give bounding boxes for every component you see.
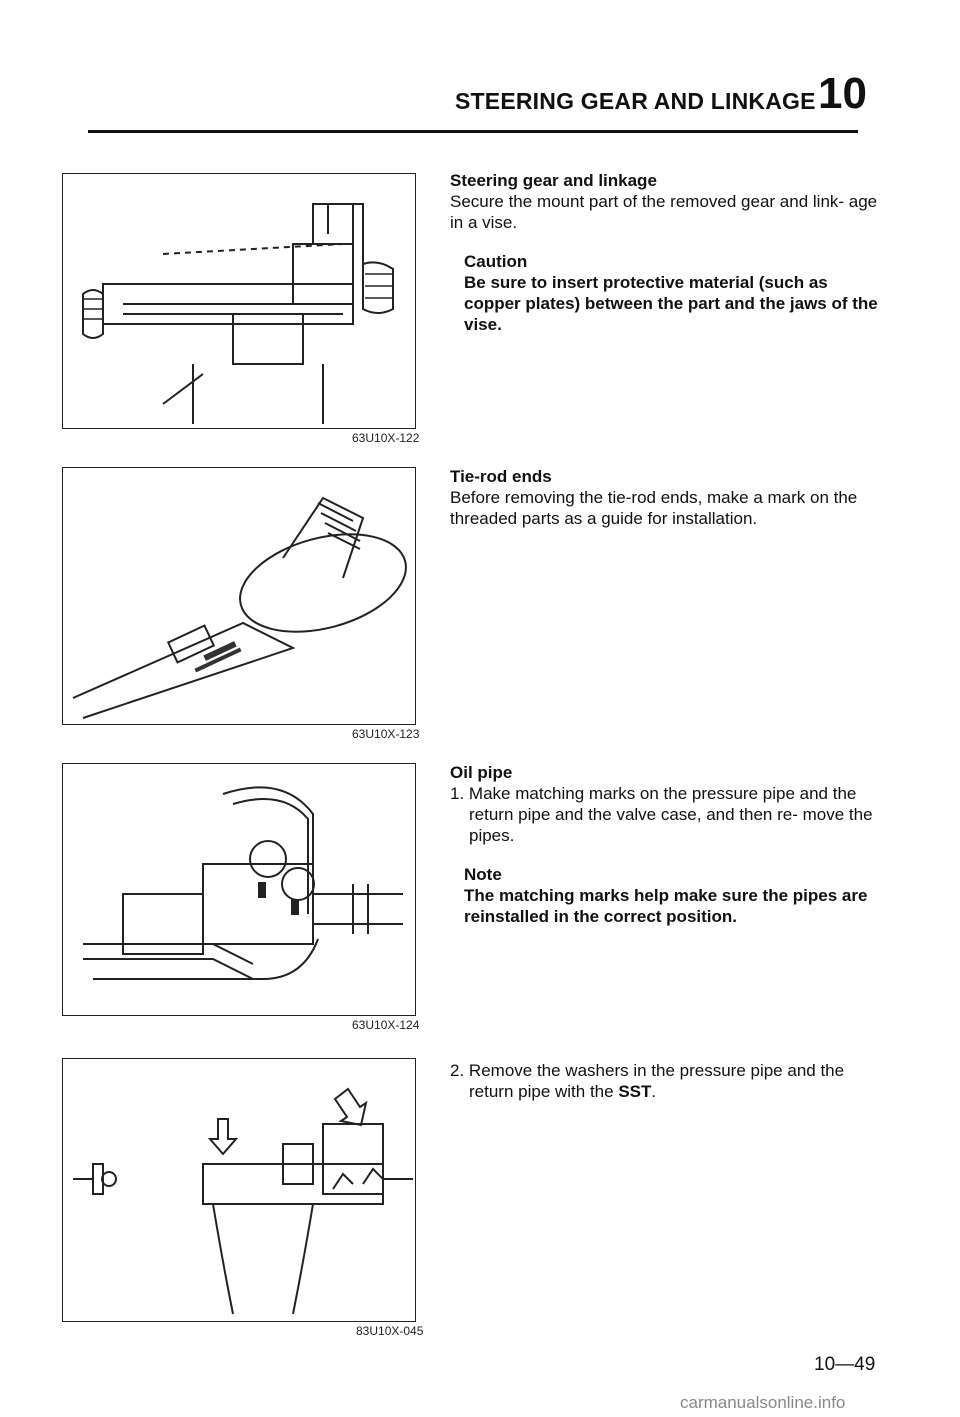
footer-watermark: carmanualsonline.info <box>680 1393 846 1412</box>
caution-title: Caution <box>464 252 528 271</box>
step-text: Remove the washers in the pressure pipe and the return pipe with the <box>468 1061 845 1101</box>
section-washer-removal <box>450 1060 880 1102</box>
caution-box <box>464 251 880 335</box>
note-title: Note <box>464 865 502 884</box>
section-heading: Tie-rod ends <box>450 467 552 486</box>
step-end: . <box>651 1082 657 1101</box>
figure-tie-rod-end <box>62 467 416 725</box>
figure-oil-pipe <box>62 763 416 1016</box>
note-text: The matching marks help make sure the pipes are reinstalled in the correct position. <box>464 886 868 926</box>
section-tie-rod-ends <box>450 466 880 529</box>
tie-rod-end-icon <box>63 468 415 724</box>
header-title: STEERING GEAR AND LINKAGE <box>455 88 816 114</box>
figure-steering-gear-vise <box>62 173 416 429</box>
page-number: 10—49 <box>814 1354 876 1375</box>
sst-label: SST <box>618 1082 652 1101</box>
washer-removal-sst-icon <box>63 1059 415 1321</box>
section-body: Before removing the tie-rod ends, make a mark on the threaded parts as a guide for installation. <box>450 488 858 528</box>
figure-caption: 83U10X-045 <box>356 1324 424 1338</box>
step-2 <box>450 1060 880 1102</box>
figure-caption: 63U10X-122 <box>352 431 420 445</box>
oil-pipe-valve-case-icon <box>63 764 415 1015</box>
header-rule <box>88 130 858 133</box>
note-box <box>464 864 880 927</box>
section-heading: Oil pipe <box>450 763 513 782</box>
section-body: Secure the mount part of the removed gear and link- age in a vise. <box>450 192 878 232</box>
chapter-number: 10 <box>818 69 867 118</box>
step-number: 2. <box>450 1061 465 1080</box>
step-text: Make matching marks on the pressure pipe and the return pipe and the valve case, and then re- move the pipes. <box>468 784 873 845</box>
figure-caption: 63U10X-124 <box>352 1018 420 1032</box>
figure-washer-removal <box>62 1058 416 1322</box>
section-heading: Steering gear and linkage <box>450 171 657 190</box>
caution-text: Be sure to insert protective material (such as copper plates) between the part and the jaws of the vise. <box>464 273 878 334</box>
section-oil-pipe <box>450 762 880 927</box>
page-header <box>0 0 960 140</box>
steering-gear-in-vise-icon <box>63 174 415 428</box>
figure-caption: 63U10X-123 <box>352 727 420 741</box>
section-steering-gear <box>450 170 880 335</box>
step-1 <box>450 783 880 846</box>
step-number: 1. <box>450 784 465 803</box>
